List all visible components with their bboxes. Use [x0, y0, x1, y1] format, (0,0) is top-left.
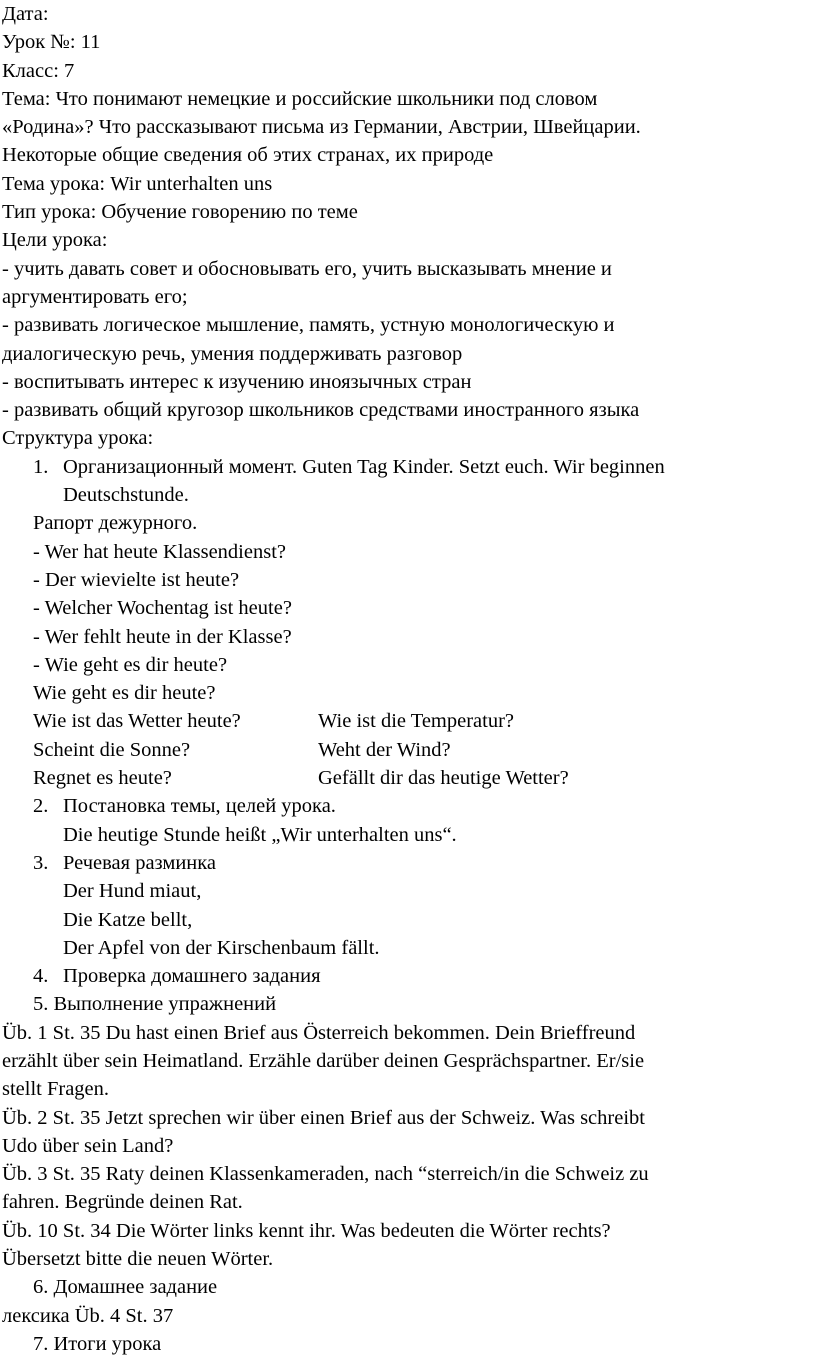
step-number: 1. — [33, 455, 49, 478]
exercise-line: Üb. 2 St. 35 Jetzt sprechen wir über einen Brief aus der Schweiz. Was schreibt — [2, 1106, 645, 1129]
step-text-continued: Die heutige Stunde heißt „Wir unterhalten uns“. — [63, 823, 457, 846]
weather-question: Scheint die Sonne? — [33, 738, 191, 761]
topic-line: Тема: Что понимают немецкие и российские школьники под словом — [2, 87, 598, 110]
step-number: 3. — [33, 851, 49, 874]
goal-line: - развивать общий кругозор школьников средствами иностранного языка — [2, 399, 640, 422]
step-warmup — [0, 849, 816, 877]
weather-question: Gefällt dir das heutige Wetter? — [318, 767, 569, 790]
lesson-number-line: Урок №: 11 — [2, 31, 101, 54]
weather-question: Wie ist die Temperatur? — [318, 710, 515, 733]
weather-question: Wie ist das Wetter heute? — [33, 710, 241, 733]
exercise-line: stellt Fragen. — [2, 1078, 110, 1101]
step-homework: 6. Домашнее задание — [33, 1276, 218, 1299]
report-question: - Der wievielte ist heute? — [33, 568, 240, 591]
goal-line: - учить давать совет и обосновывать его, учить высказывать мнение и — [2, 257, 612, 280]
topic-line: Некоторые общие сведения об этих странах, их природе — [2, 144, 494, 167]
warmup-line: Der Apfel von der Kirschenbaum fällt. — [63, 936, 380, 959]
exercise-line: fahren. Begründe deinen Rat. — [2, 1191, 243, 1214]
step-topic-goals — [0, 792, 816, 820]
report-question: - Welcher Wochentag ist heute? — [33, 597, 292, 620]
report-question: Wie geht es dir heute? — [33, 682, 216, 705]
exercise-line: Üb. 3 St. 35 Raty deinen Klassenkameraden, nach “sterreich/in die Schweiz zu — [2, 1163, 649, 1186]
report-question: - Wer fehlt heute in der Klasse? — [33, 625, 292, 648]
lesson-topic-line: Тема урока: Wir unterhalten uns — [2, 172, 273, 195]
exercise-line: Üb. 1 St. 35 Du hast einen Brief aus Österreich bekommen. Dein Brieffreund — [2, 1021, 636, 1044]
weather-question-row — [0, 736, 816, 764]
step-number: 2. — [33, 795, 49, 818]
goal-line: аргументировать его; — [2, 285, 188, 308]
exercise-line: erzählt über sein Heimatland. Erzähle darüber deinen Gesprächspartner. Er/sie — [2, 1049, 645, 1072]
weather-question-row — [0, 764, 816, 792]
step-text-continued: Deutschstunde. — [63, 484, 189, 507]
step-homework-check — [0, 962, 816, 990]
goals-title: Цели урока: — [2, 229, 108, 252]
step-exercises: 5. Выполнение упражнений — [33, 993, 277, 1016]
exercise-line: Übersetzt bitte die neuen Wörter. — [2, 1248, 274, 1271]
goal-line: - развивать логическое мышление, память, устную монологическую и — [2, 314, 615, 337]
step-summary: 7. Итоги урока — [33, 1332, 162, 1355]
weather-question: Weht der Wind? — [318, 738, 451, 761]
homework-line: лексика Üb. 4 St. 37 — [2, 1304, 174, 1327]
report-question: - Wie geht es dir heute? — [33, 653, 228, 676]
report-title: Рапорт дежурного. — [33, 512, 198, 535]
step-text: Постановка темы, целей урока. — [63, 795, 336, 818]
weather-question-row — [0, 707, 816, 735]
step-organizational — [0, 453, 816, 481]
step-text: Речевая разминка — [63, 851, 217, 874]
weather-question: Regnet es heute? — [33, 767, 172, 790]
lesson-type-line: Тип урока: Обучение говорению по теме — [2, 201, 358, 224]
step-text: Проверка домашнего задания — [63, 965, 321, 988]
date-line: Дата: — [2, 3, 49, 25]
topic-line: «Родина»? Что рассказывают письма из Германии, Австрии, Швейцарии. — [2, 116, 641, 139]
step-text: Организационный момент. Guten Tag Kinder. Setzt euch. Wir beginnen — [63, 455, 665, 478]
exercise-line: Üb. 10 St. 34 Die Wörter links kennt ihr. Was bedeuten die Wörter rechts? — [2, 1219, 611, 1242]
class-line: Класс: 7 — [2, 59, 75, 82]
warmup-line: Die Katze bellt, — [63, 908, 193, 931]
exercise-line: Udo über sein Land? — [2, 1134, 174, 1157]
structure-title: Структура урока: — [2, 427, 154, 450]
goal-line: - воспитывать интерес к изучению иноязычных стран — [2, 370, 472, 393]
step-number: 4. — [33, 965, 49, 988]
warmup-line: Der Hund miaut, — [63, 880, 202, 903]
report-question: - Wer hat heute Klassendienst? — [33, 540, 286, 563]
goal-line: диалогическую речь, умения поддерживать разговор — [2, 342, 463, 365]
